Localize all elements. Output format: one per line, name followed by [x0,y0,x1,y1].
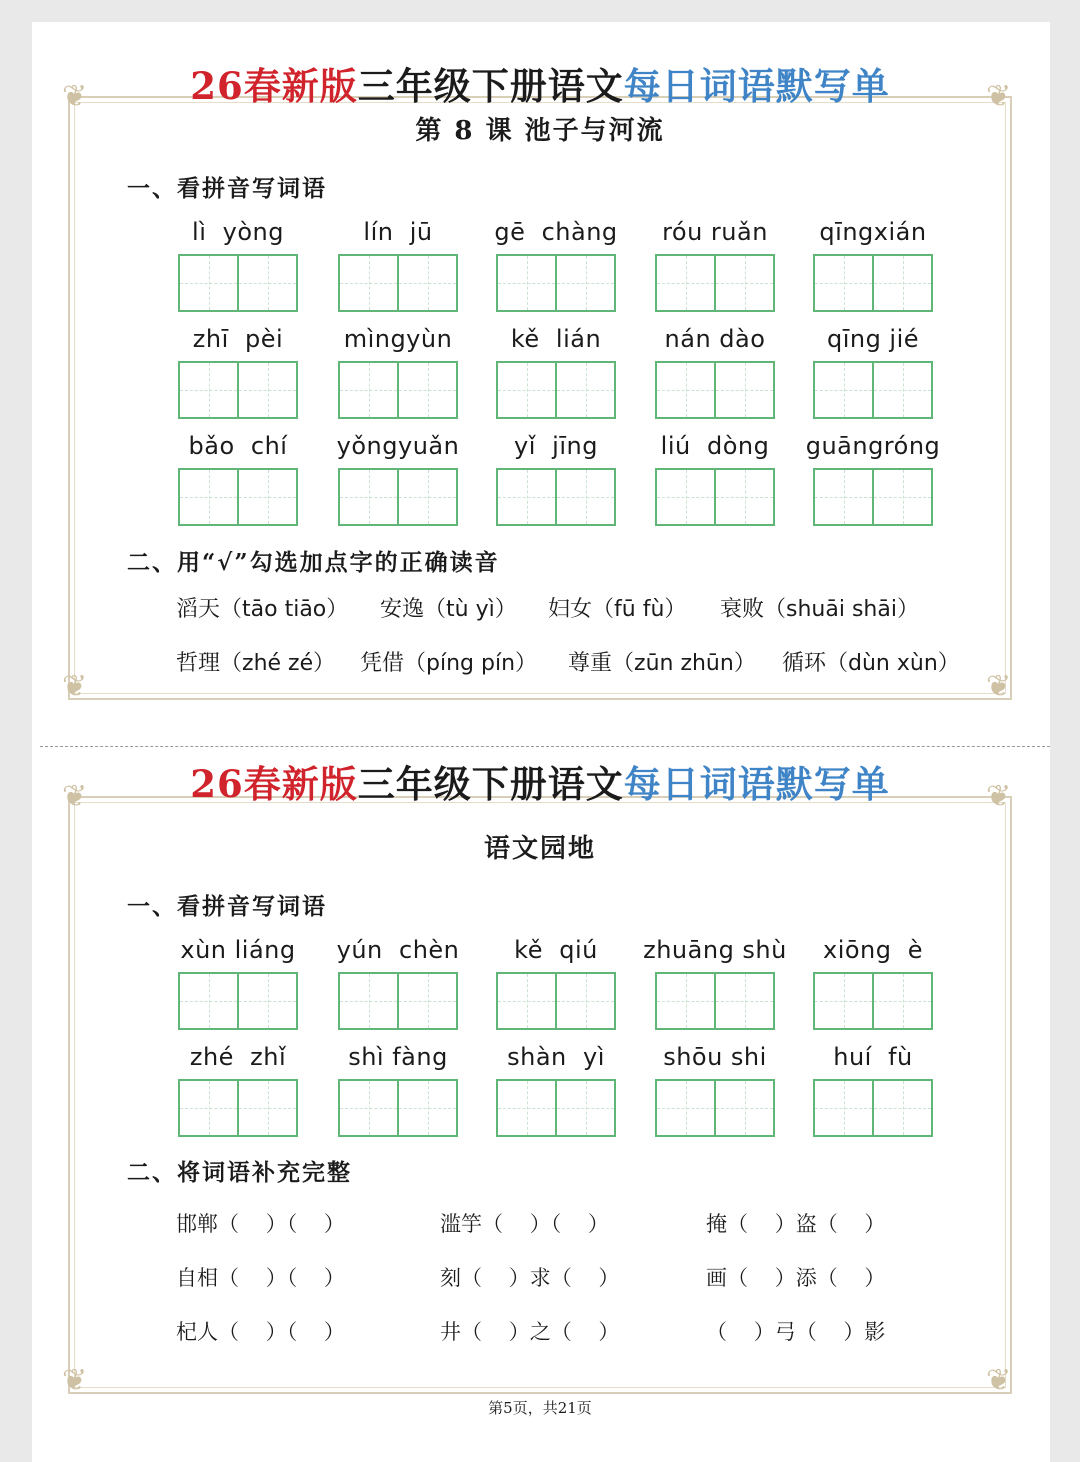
writing-grid-box[interactable] [338,468,458,526]
writing-cell[interactable] [237,1081,296,1135]
writing-cell[interactable] [397,256,456,310]
writing-cell[interactable] [815,256,872,310]
pinyin-word-item [318,1041,478,1137]
writing-cell[interactable] [555,363,614,417]
writing-cell[interactable] [180,256,237,310]
writing-grid-box[interactable] [338,361,458,419]
writing-grid-box[interactable] [178,972,298,1030]
writing-cell[interactable] [555,256,614,310]
choice-pinyin-options: （tāo tiāo） [220,597,349,622]
writing-cell[interactable] [340,470,397,524]
choice-word: 哲理 [176,651,221,676]
writing-cell[interactable] [237,256,296,310]
writing-grid-box[interactable] [178,254,298,312]
choice-pinyin-options: （píng pín） [404,651,538,676]
writing-cell[interactable] [340,256,397,310]
writing-cell[interactable] [555,1081,614,1135]
pinyin-label: shàn yì [507,1043,605,1071]
idiom-fill-item[interactable]: 滥竽（ ）（ ） [440,1212,609,1236]
writing-grid-box[interactable] [496,361,616,419]
pinyin-label: shì fàng [348,1043,448,1071]
writing-cell[interactable] [180,470,237,524]
pinyin-word-item [476,323,636,419]
writing-cell[interactable] [555,974,614,1028]
writing-cell[interactable] [555,470,614,524]
page1-section2-heading: 二、用“√”勾选加点字的正确读音 [127,549,500,576]
choice-pinyin-options: （dùn xùn） [826,651,960,676]
writing-cell[interactable] [237,974,296,1028]
idiom-fill-item[interactable]: （ ）弓（ ）影 [706,1320,886,1344]
pinyin-word-item [635,1041,795,1137]
writing-cell[interactable] [815,363,872,417]
choice-pinyin-options: （zhé zé） [220,651,336,676]
corner-ornament-icon: ❦ [986,79,1012,114]
page1-title [0,56,1080,114]
pinyin-word-item [318,934,478,1030]
idiom-fill-item[interactable]: 自相（ ）（ ） [176,1266,345,1290]
writing-cell[interactable] [657,470,714,524]
title-red: 26春新版 [190,762,358,806]
pinyin-label: kě qiú [514,936,598,964]
writing-cell[interactable] [180,1081,237,1135]
writing-grid-box[interactable] [813,972,933,1030]
pinyin-word-item [158,430,318,526]
pinyin-label: yún chèn [336,936,460,964]
choice-pinyin-options: （fū fù） [592,597,687,622]
writing-cell[interactable] [657,1081,714,1135]
pinyin-word-item [318,430,478,526]
title-red: 26春新版 [190,64,358,108]
page2-section2-heading: 二、将词语补充完整 [127,1159,352,1186]
corner-ornament-icon: ❦ [986,669,1012,704]
writing-cell[interactable] [397,363,456,417]
writing-grid-box[interactable] [655,468,775,526]
title-black: 三年级下册语文 [357,762,624,806]
writing-grid-box[interactable] [178,468,298,526]
title-blue: 每日词语默写单 [623,762,890,806]
idiom-fill-item[interactable]: 画（ ）添（ ） [706,1266,886,1290]
pronunciation-choice[interactable] [720,592,919,623]
pinyin-word-item [158,934,318,1030]
writing-grid-box[interactable] [338,254,458,312]
corner-ornament-icon: ❦ [986,779,1012,814]
writing-cell[interactable] [397,470,456,524]
title-black: 三年级下册语文 [357,64,624,108]
writing-cell[interactable] [498,363,555,417]
pinyin-label: yǐ jīng [514,432,598,460]
writing-grid-box[interactable] [655,1079,775,1137]
pinyin-label: liú dòng [660,432,770,460]
writing-cell[interactable] [872,1081,931,1135]
pinyin-word-item [476,934,636,1030]
writing-cell[interactable] [815,1081,872,1135]
corner-ornament-icon: ❦ [62,779,88,814]
choice-pinyin-options: （zūn zhūn） [612,651,756,676]
title-blue: 每日词语默写单 [623,64,890,108]
pinyin-word-item [476,430,636,526]
choice-word: 妇女 [548,597,593,622]
writing-cell[interactable] [714,974,773,1028]
writing-grid-box[interactable] [338,972,458,1030]
writing-cell[interactable] [714,1081,773,1135]
writing-cell[interactable] [340,974,397,1028]
writing-cell[interactable] [498,256,555,310]
pinyin-label: huí fù [833,1043,913,1071]
pinyin-word-item [793,323,953,419]
pinyin-label: zhuāng shù [643,936,787,964]
writing-cell[interactable] [657,363,714,417]
pinyin-word-item [793,430,953,526]
choice-pinyin-options: （shuāi shāi） [764,597,919,622]
writing-grid-box[interactable] [655,972,775,1030]
choice-word: 衰败 [720,597,765,622]
pinyin-label: zhé zhǐ [189,1043,287,1071]
choice-word: 尊重 [568,651,613,676]
writing-cell[interactable] [714,470,773,524]
pronunciation-choice[interactable] [360,646,537,677]
writing-grid-box[interactable] [496,1079,616,1137]
writing-grid-box[interactable] [178,361,298,419]
pinyin-label: gē chàng [494,218,618,246]
pinyin-label: shōu shi [663,1043,767,1071]
pinyin-label: xiōng è [822,936,924,964]
pinyin-label: nán dào [664,325,766,353]
page-number: 第5页，共21页 [488,1399,592,1417]
writing-grid-box[interactable] [813,1079,933,1137]
writing-cell[interactable] [872,256,931,310]
pinyin-label: zhī pèi [192,325,284,353]
pronunciation-choice[interactable] [176,646,335,677]
page2-section1-heading: 一、看拼音写词语 [127,893,327,920]
pinyin-word-item [793,1041,953,1137]
pinyin-label: róu ruǎn [662,218,768,246]
writing-cell[interactable] [340,1081,397,1135]
pinyin-word-item [158,216,318,312]
idiom-fill-item[interactable]: 杞人（ ）（ ） [176,1320,345,1344]
pinyin-label: qīngxián [819,218,927,246]
writing-grid-box[interactable] [496,468,616,526]
pinyin-label: qīng jié [826,325,920,353]
pronunciation-choice[interactable] [380,592,517,623]
pinyin-label: lì yòng [192,218,284,246]
pinyin-label: kě lián [510,325,602,353]
writing-cell[interactable] [397,974,456,1028]
choice-word: 滔天 [176,597,221,622]
choice-word: 安逸 [380,597,425,622]
writing-cell[interactable] [340,363,397,417]
pinyin-word-item [318,323,478,419]
page1-subtitle: 第 8 课 池子与河流 [415,116,665,146]
writing-cell[interactable] [498,470,555,524]
writing-grid-box[interactable] [496,972,616,1030]
writing-grid-box[interactable] [813,468,933,526]
idiom-fill-item[interactable]: 邯郸（ ）（ ） [176,1212,345,1236]
writing-cell[interactable] [714,256,773,310]
writing-grid-box[interactable] [178,1079,298,1137]
corner-ornament-icon: ❦ [62,79,88,114]
corner-ornament-icon: ❦ [62,1363,88,1398]
writing-cell[interactable] [815,974,872,1028]
pinyin-word-item [793,216,953,312]
pinyin-word-item [793,934,953,1030]
writing-cell[interactable] [872,363,931,417]
writing-cell[interactable] [180,363,237,417]
writing-grid-box[interactable] [655,361,775,419]
pinyin-word-item [476,216,636,312]
pinyin-label: lín jū [363,218,433,246]
pinyin-word-item [635,934,795,1030]
idiom-fill-item[interactable]: 刻（ ）求（ ） [440,1266,620,1290]
writing-grid-box[interactable] [813,254,933,312]
writing-cell[interactable] [815,470,872,524]
pinyin-word-item [158,323,318,419]
pinyin-word-item [635,216,795,312]
page2-subtitle: 语文园地 [483,834,596,864]
pronunciation-choice[interactable] [176,592,348,623]
writing-grid-box[interactable] [813,361,933,419]
pinyin-word-item [635,430,795,526]
writing-cell[interactable] [657,974,714,1028]
writing-cell[interactable] [872,974,931,1028]
choice-pinyin-options: （tù yì） [424,597,517,622]
writing-grid-box[interactable] [655,254,775,312]
choice-word: 凭借 [360,651,405,676]
pinyin-label: yǒngyuǎn [336,432,460,460]
corner-ornament-icon: ❦ [62,669,88,704]
writing-cell[interactable] [180,974,237,1028]
pinyin-label: guāngróng [805,432,941,460]
page1-section1-heading: 一、看拼音写词语 [127,175,327,202]
writing-cell[interactable] [498,974,555,1028]
page-divider [40,746,1050,747]
writing-cell[interactable] [872,470,931,524]
pinyin-label: bǎo chí [188,432,288,460]
pronunciation-choice[interactable] [568,646,756,677]
idiom-fill-item[interactable]: 井（ ）之（ ） [440,1320,620,1344]
writing-cell[interactable] [397,1081,456,1135]
page2-title [0,754,1080,808]
idiom-fill-item[interactable]: 掩（ ）盗（ ） [706,1212,886,1236]
writing-cell[interactable] [498,1081,555,1135]
pinyin-label: mìngyùn [343,325,453,353]
corner-ornament-icon: ❦ [986,1363,1012,1398]
writing-cell[interactable] [657,256,714,310]
pinyin-word-item [318,216,478,312]
writing-cell[interactable] [237,470,296,524]
writing-grid-box[interactable] [496,254,616,312]
writing-cell[interactable] [714,363,773,417]
pinyin-word-item [635,323,795,419]
pinyin-word-item [476,1041,636,1137]
pinyin-word-item [158,1041,318,1137]
choice-word: 循环 [782,651,827,676]
pronunciation-choice[interactable] [782,646,960,677]
writing-grid-box[interactable] [338,1079,458,1137]
pronunciation-choice[interactable] [548,592,686,623]
writing-cell[interactable] [237,363,296,417]
pinyin-label: xùn liáng [180,936,296,964]
